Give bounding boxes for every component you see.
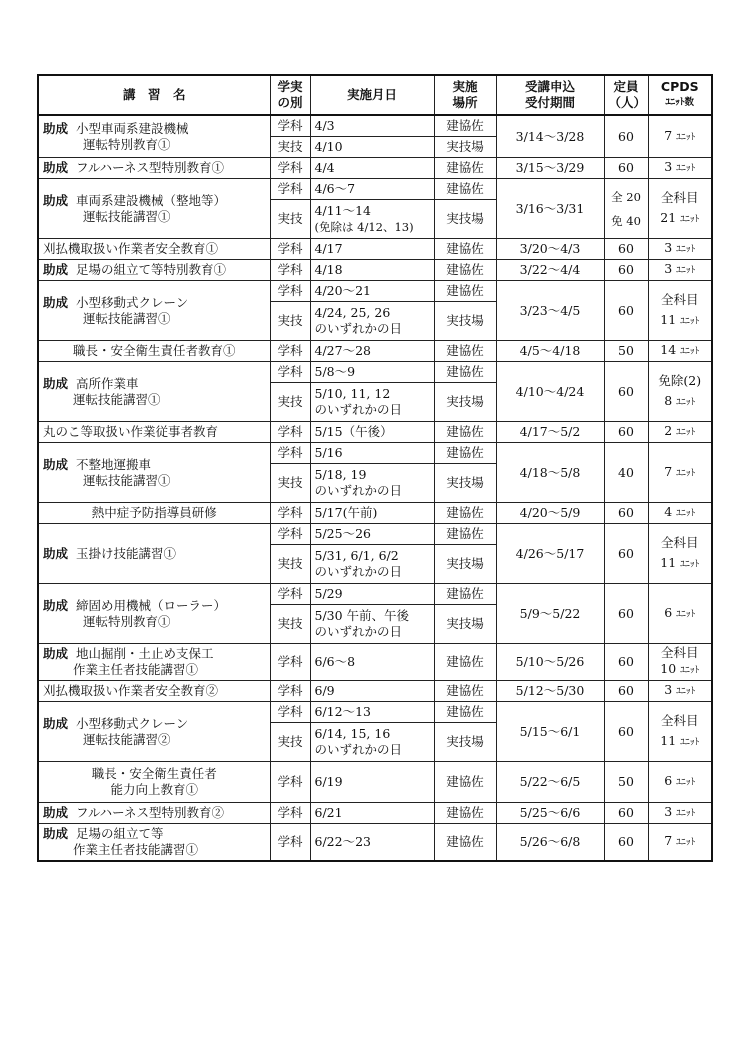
course-type: 学科 [270, 681, 310, 702]
course-place: 建協佐 [434, 702, 496, 723]
table-row [38, 179, 712, 200]
course-period: 3/20～4/3 [496, 239, 604, 260]
course-cpds: 7 ﾕﾆｯﾄ [648, 443, 712, 503]
course-period: 5/25～6/6 [496, 803, 604, 824]
table-row [38, 762, 712, 803]
subsidy-badge: 助成 [43, 597, 69, 613]
course-name: 助成 フルハーネス型特別教育① [38, 158, 270, 179]
course-period: 4/18～5/8 [496, 443, 604, 503]
col-header-cpds: CPDS ﾕﾆｯﾄ数 [648, 75, 712, 115]
course-name: 助成 小型移動式クレーン 運転技能講習① [38, 281, 270, 341]
course-name: 職長・安全衛生責任者 能力向上教育① [38, 762, 270, 803]
course-capacity: 60 [604, 239, 648, 260]
subsidy-badge: 助成 [43, 456, 69, 472]
course-date: 6/14, 15, 16 のいずれかの日 [310, 723, 434, 762]
course-type: 学科 [270, 158, 310, 179]
course-place: 建協佐 [434, 239, 496, 260]
col-header-period: 受講申込 受付期間 [496, 75, 604, 115]
course-place: 建協佐 [434, 644, 496, 681]
course-schedule [37, 74, 711, 862]
course-type: 実技 [270, 464, 310, 503]
course-place: 建協佐 [434, 422, 496, 443]
course-date: 6/9 [310, 681, 434, 702]
course-date: 6/22～23 [310, 824, 434, 862]
course-type: 学科 [270, 281, 310, 302]
course-date: 5/8～9 [310, 362, 434, 383]
course-place: 実技場 [434, 302, 496, 341]
subsidy-badge: 助成 [43, 646, 69, 661]
course-cpds: 7 ﾕﾆｯﾄ [648, 115, 712, 158]
course-period: 5/9～5/22 [496, 584, 604, 644]
course-capacity: 60 [604, 524, 648, 584]
course-capacity: 60 [604, 584, 648, 644]
course-date: 5/15（午後） [310, 422, 434, 443]
course-period: 3/14～3/28 [496, 115, 604, 158]
course-capacity: 60 [604, 362, 648, 422]
course-date: 4/18 [310, 260, 434, 281]
course-name: 助成 締固め用機械（ローラー） 運転特別教育① [38, 584, 270, 644]
subsidy-badge: 助成 [43, 805, 69, 820]
course-date: 4/27～28 [310, 341, 434, 362]
course-date: 4/24, 25, 26 のいずれかの日 [310, 302, 434, 341]
table-row [38, 503, 712, 524]
course-name: 助成 小型移動式クレーン 運転技能講習② [38, 702, 270, 762]
course-type: 学科 [270, 584, 310, 605]
course-name: 刈払機取扱い作業者安全教育① [38, 239, 270, 260]
course-type: 学科 [270, 239, 310, 260]
course-type: 実技 [270, 383, 310, 422]
course-place: 実技場 [434, 383, 496, 422]
course-period: 4/5～4/18 [496, 341, 604, 362]
course-type: 実技 [270, 137, 310, 158]
course-place: 実技場 [434, 605, 496, 644]
course-cpds: 4 ﾕﾆｯﾄ [648, 503, 712, 524]
course-place: 実技場 [434, 464, 496, 503]
course-capacity: 60 [604, 503, 648, 524]
course-type: 実技 [270, 302, 310, 341]
course-place: 建協佐 [434, 179, 496, 200]
course-capacity: 50 [604, 341, 648, 362]
course-type: 実技 [270, 545, 310, 584]
course-type: 学科 [270, 422, 310, 443]
table-row [38, 422, 712, 443]
course-date: 4/3 [310, 115, 434, 137]
course-capacity: 60 [604, 824, 648, 862]
course-capacity: 60 [604, 158, 648, 179]
course-date: 4/20～21 [310, 281, 434, 302]
course-period: 4/10～4/24 [496, 362, 604, 422]
course-period: 5/10～5/26 [496, 644, 604, 681]
course-capacity: 60 [604, 281, 648, 341]
table-row [38, 803, 712, 824]
course-capacity: 60 [604, 681, 648, 702]
course-name: 助成 高所作業車 運転技能講習① [38, 362, 270, 422]
course-cpds: 3 ﾕﾆｯﾄ [648, 803, 712, 824]
subsidy-badge: 助成 [43, 294, 69, 310]
subsidy-badge: 助成 [43, 192, 69, 208]
course-cpds: 3 ﾕﾆｯﾄ [648, 239, 712, 260]
course-place: 建協佐 [434, 503, 496, 524]
course-capacity: 60 [604, 702, 648, 762]
course-date: 6/12～13 [310, 702, 434, 723]
course-date: 4/11～14 (免除は 4/12、13) [310, 200, 434, 239]
course-place: 建協佐 [434, 341, 496, 362]
course-capacity: 60 [604, 260, 648, 281]
course-date: 5/10, 11, 12 のいずれかの日 [310, 383, 434, 422]
course-date: 5/31, 6/1, 6/2 のいずれかの日 [310, 545, 434, 584]
col-header-date: 実施月日 [310, 75, 434, 115]
course-cpds: 2 ﾕﾆｯﾄ [648, 422, 712, 443]
col-header-capacity: 定員 （人） [604, 75, 648, 115]
course-period: 5/22～6/5 [496, 762, 604, 803]
table-row [38, 239, 712, 260]
table-row [38, 524, 712, 545]
course-period: 5/26～6/8 [496, 824, 604, 862]
course-name: 助成 車両系建設機械（整地等） 運転技能講習① [38, 179, 270, 239]
course-date: 6/21 [310, 803, 434, 824]
course-place: 建協佐 [434, 681, 496, 702]
col-header-place: 実施 場所 [434, 75, 496, 115]
course-date: 4/17 [310, 239, 434, 260]
course-date: 5/25～26 [310, 524, 434, 545]
course-capacity: 50 [604, 762, 648, 803]
course-type: 学科 [270, 443, 310, 464]
course-cpds: 3 ﾕﾆｯﾄ [648, 158, 712, 179]
course-type: 学科 [270, 702, 310, 723]
course-name: 助成 地山掘削・土止め支保工 作業主任者技能講習① [38, 644, 270, 681]
table-row [38, 341, 712, 362]
course-name: 丸のこ等取扱い作業従事者教育 [38, 422, 270, 443]
course-name: 熱中症予防指導員研修 [38, 503, 270, 524]
course-period: 3/23～4/5 [496, 281, 604, 341]
course-type: 学科 [270, 503, 310, 524]
course-place: 建協佐 [434, 260, 496, 281]
course-type: 学科 [270, 362, 310, 383]
course-name: 助成 足場の組立て等特別教育① [38, 260, 270, 281]
course-place: 建協佐 [434, 362, 496, 383]
course-cpds: 3 ﾕﾆｯﾄ [648, 681, 712, 702]
course-date: 4/6～7 [310, 179, 434, 200]
course-cpds: 全科目 11 ﾕﾆｯﾄ [648, 281, 712, 341]
course-place: 建協佐 [434, 158, 496, 179]
course-period: 5/15～6/1 [496, 702, 604, 762]
course-period: 3/22～4/4 [496, 260, 604, 281]
table-row [38, 681, 712, 702]
course-type: 学科 [270, 260, 310, 281]
course-capacity: 全 20 免 40 [604, 179, 648, 239]
course-place: 実技場 [434, 723, 496, 762]
course-name: 助成 小型車両系建設機械 運転特別教育① [38, 115, 270, 158]
course-cpds: 全科目 11 ﾕﾆｯﾄ [648, 524, 712, 584]
course-date: 6/19 [310, 762, 434, 803]
course-name: 職長・安全衛生責任者教育① [38, 341, 270, 362]
course-date: 5/16 [310, 443, 434, 464]
course-date: 5/29 [310, 584, 434, 605]
subsidy-badge: 助成 [43, 262, 69, 277]
header-row [38, 75, 712, 115]
subsidy-badge: 助成 [43, 545, 69, 561]
course-capacity: 60 [604, 115, 648, 158]
course-date: 5/30 午前、午後 のいずれかの日 [310, 605, 434, 644]
course-cpds: 全科目 10 ﾕﾆｯﾄ [648, 644, 712, 681]
col-header-name: 講 習 名 [38, 75, 270, 115]
course-type: 実技 [270, 605, 310, 644]
table-row [38, 702, 712, 723]
course-period: 5/12～5/30 [496, 681, 604, 702]
course-place: 建協佐 [434, 584, 496, 605]
course-period: 3/16～3/31 [496, 179, 604, 239]
table-row [38, 281, 712, 302]
subsidy-badge: 助成 [43, 160, 69, 175]
course-capacity: 60 [604, 644, 648, 681]
course-period: 3/15～3/29 [496, 158, 604, 179]
course-place: 建協佐 [434, 281, 496, 302]
subsidy-badge: 助成 [43, 826, 69, 841]
col-header-type: 学実 の別 [270, 75, 310, 115]
course-type: 学科 [270, 762, 310, 803]
course-cpds: 6 ﾕﾆｯﾄ [648, 762, 712, 803]
subsidy-badge: 助成 [43, 120, 69, 136]
course-place: 実技場 [434, 200, 496, 239]
course-cpds: 14 ﾕﾆｯﾄ [648, 341, 712, 362]
course-cpds: 免除(2) 8 ﾕﾆｯﾄ [648, 362, 712, 422]
course-type: 学科 [270, 803, 310, 824]
table-row [38, 362, 712, 383]
subsidy-badge: 助成 [43, 375, 69, 391]
course-place: 建協佐 [434, 524, 496, 545]
course-type: 学科 [270, 115, 310, 137]
course-period: 4/20～5/9 [496, 503, 604, 524]
course-name: 助成 玉掛け技能講習① [38, 524, 270, 584]
course-name: 助成 足場の組立て等 作業主任者技能講習① [38, 824, 270, 862]
subsidy-badge: 助成 [43, 715, 69, 731]
course-cpds: 全科目 11 ﾕﾆｯﾄ [648, 702, 712, 762]
course-cpds: 全科目 21 ﾕﾆｯﾄ [648, 179, 712, 239]
course-type: 実技 [270, 200, 310, 239]
table-row [38, 158, 712, 179]
course-capacity: 60 [604, 803, 648, 824]
course-place: 実技場 [434, 137, 496, 158]
course-date: 6/6～8 [310, 644, 434, 681]
course-cpds: 3 ﾕﾆｯﾄ [648, 260, 712, 281]
course-type: 学科 [270, 179, 310, 200]
course-date: 4/10 [310, 137, 434, 158]
table-row [38, 824, 712, 862]
course-period: 4/17～5/2 [496, 422, 604, 443]
course-capacity: 60 [604, 422, 648, 443]
course-cpds: 6 ﾕﾆｯﾄ [648, 584, 712, 644]
course-table [37, 74, 713, 862]
course-name: 助成 フルハーネス型特別教育② [38, 803, 270, 824]
course-type: 学科 [270, 824, 310, 862]
course-capacity: 40 [604, 443, 648, 503]
course-place: 実技場 [434, 545, 496, 584]
table-row [38, 115, 712, 137]
course-type: 学科 [270, 644, 310, 681]
course-date: 5/17(午前) [310, 503, 434, 524]
course-place: 建協佐 [434, 762, 496, 803]
course-type: 実技 [270, 723, 310, 762]
course-place: 建協佐 [434, 115, 496, 137]
table-row [38, 644, 712, 681]
course-cpds: 7 ﾕﾆｯﾄ [648, 824, 712, 862]
course-type: 学科 [270, 341, 310, 362]
course-place: 建協佐 [434, 443, 496, 464]
course-name: 刈払機取扱い作業者安全教育② [38, 681, 270, 702]
table-row [38, 260, 712, 281]
course-date: 5/18, 19 のいずれかの日 [310, 464, 434, 503]
course-type: 学科 [270, 524, 310, 545]
course-date: 4/4 [310, 158, 434, 179]
course-period: 4/26～5/17 [496, 524, 604, 584]
course-place: 建協佐 [434, 824, 496, 862]
table-row [38, 584, 712, 605]
course-place: 建協佐 [434, 803, 496, 824]
table-row [38, 443, 712, 464]
course-name: 助成 不整地運搬車 運転技能講習① [38, 443, 270, 503]
